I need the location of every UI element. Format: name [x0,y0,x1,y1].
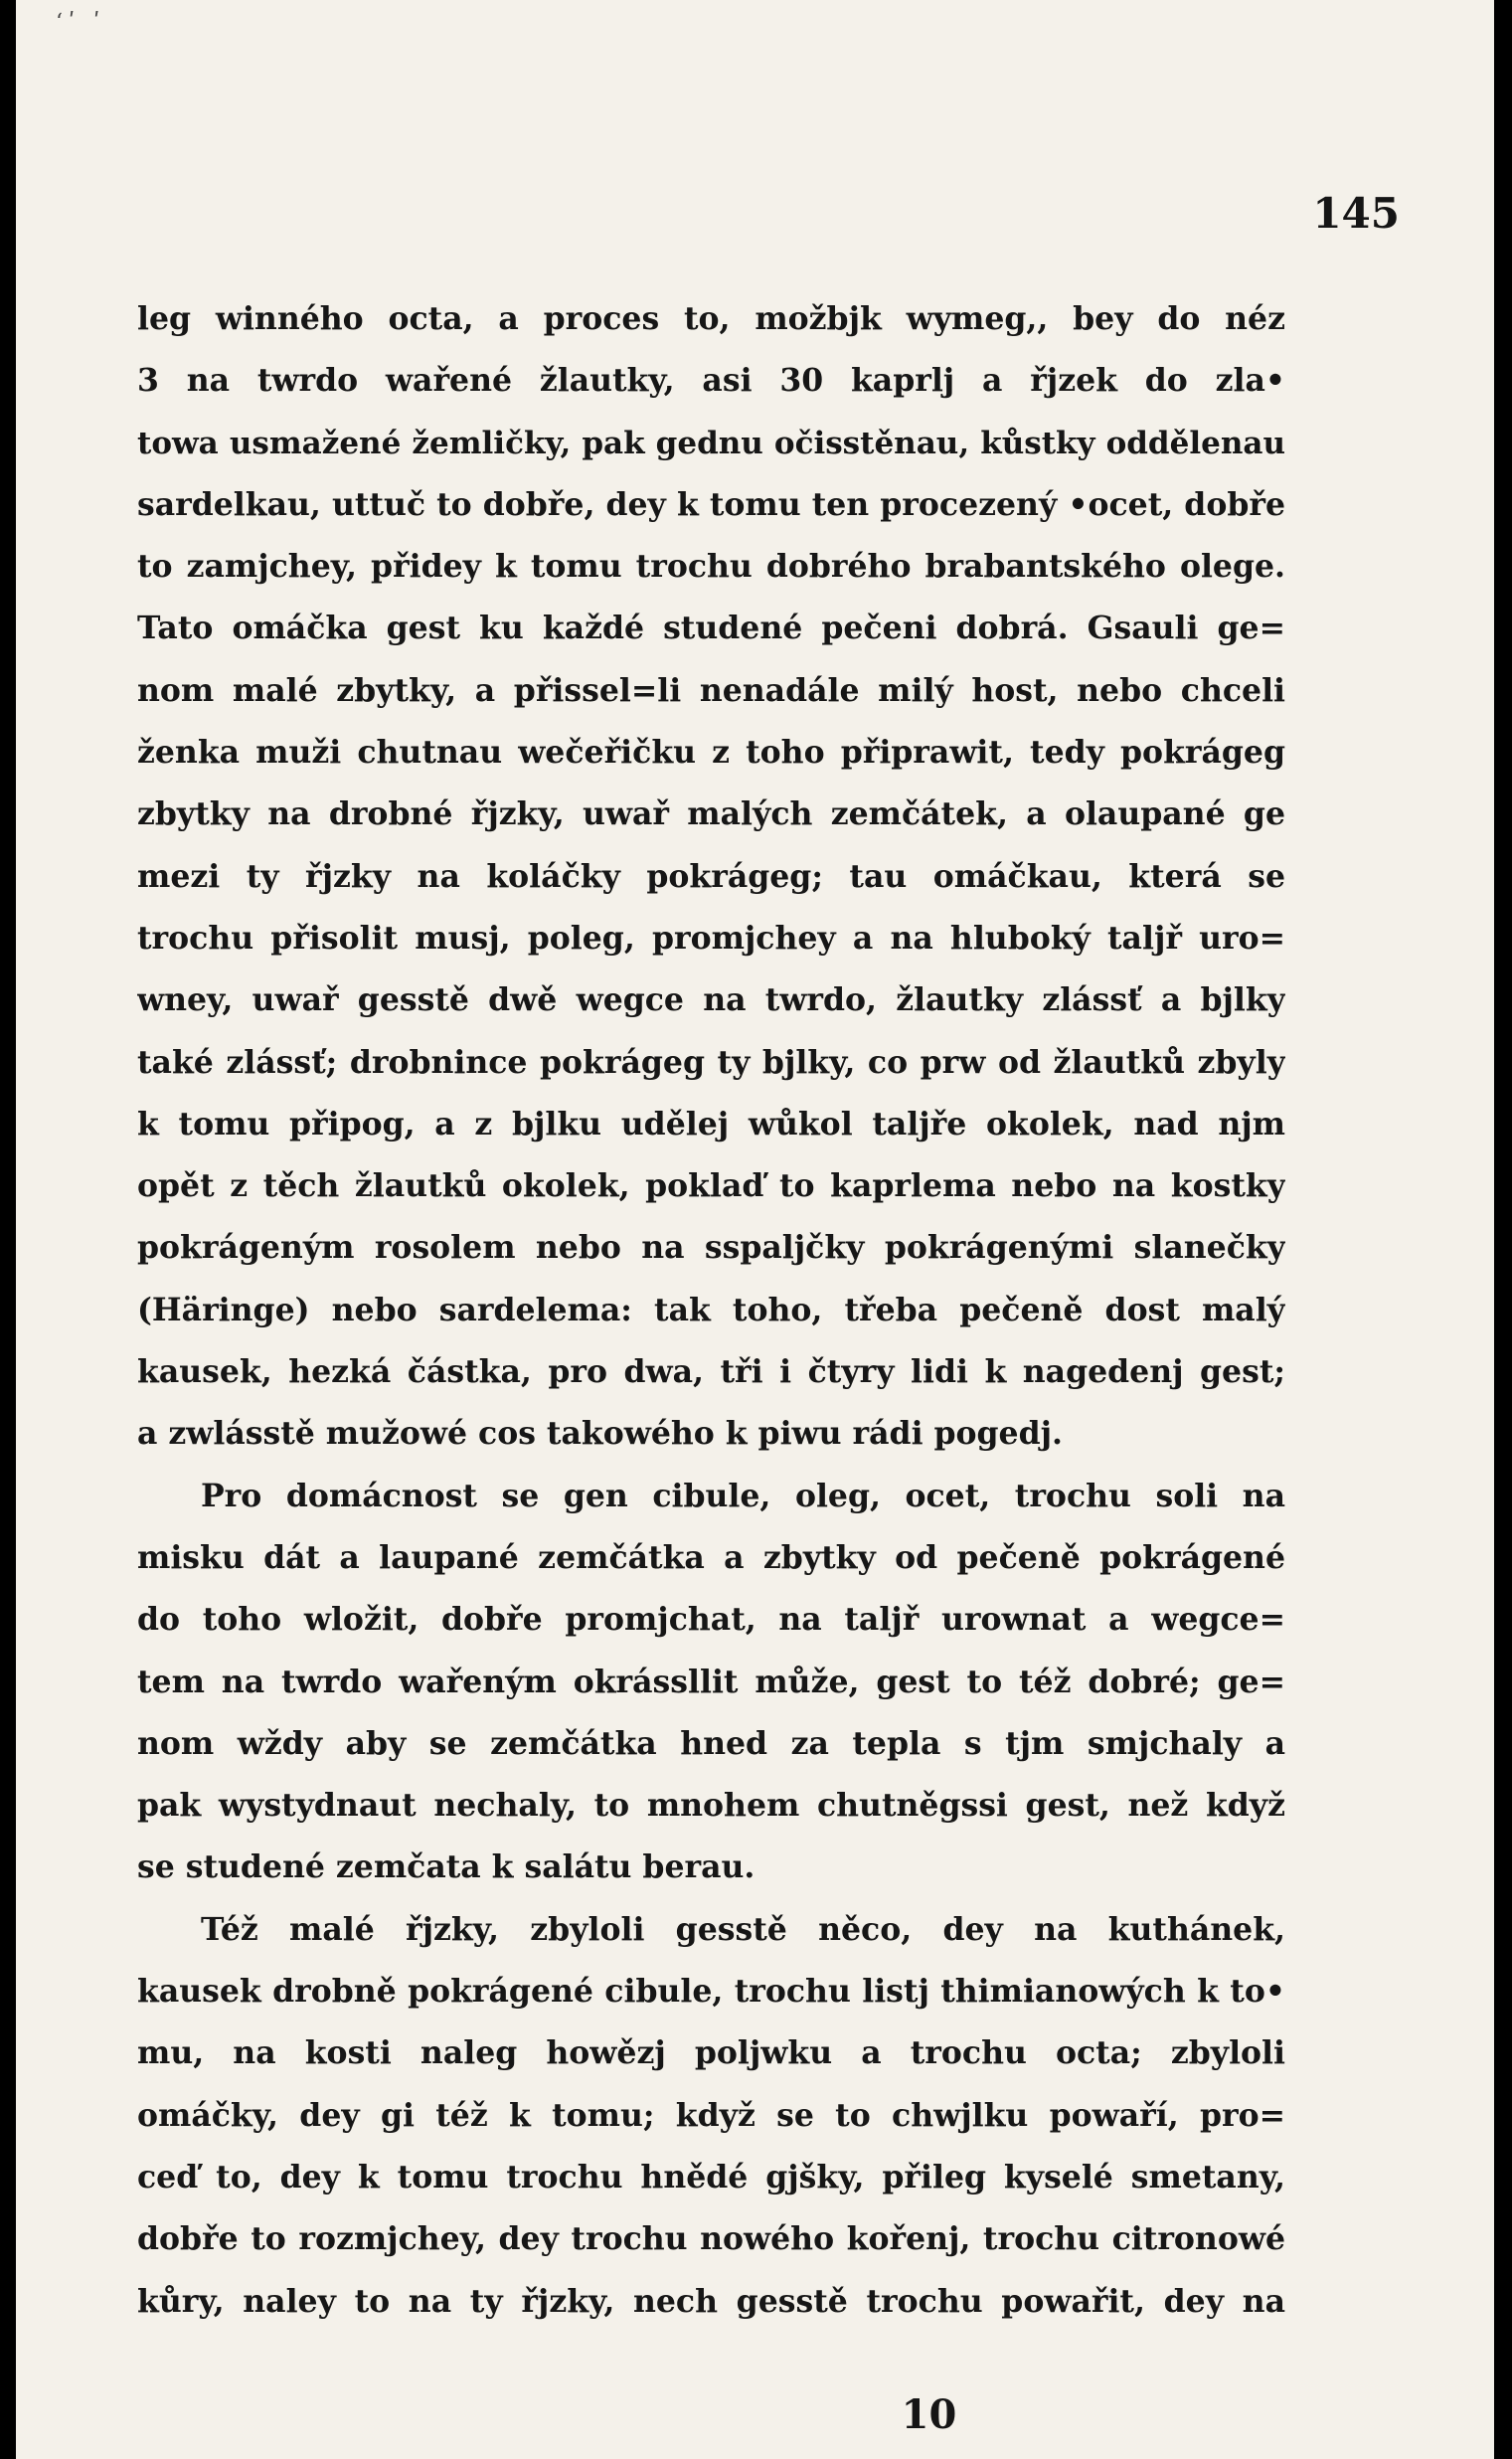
text-line: do toho wložit, dobře promjchat, na taljř urownat a wegce= [137,1601,1285,1639]
text-line: towa usmažené žemličky, pak gednu očisstěnau, kůstky oddělenau [137,425,1285,461]
text-line: (Häringe) nebo sardelema: tak toho, třeba pečeně dost malý [137,1291,1285,1328]
text-line: mezi ty řjzky na koláčky pokrágeg; tau omáčkau, která se [137,857,1285,895]
text-line: sardelkau, uttuč to dobře, dey k tomu ten procezený •ocet, dobře [137,485,1285,523]
text-line: a zwlásstě mužowé cos takowého k piwu rádi pogedj. [137,1415,1063,1453]
text-line: misku dát a laupané zemčátka a zbytky od pečeně pokrágené [137,1538,1285,1576]
text-line: také zlássť; drobnince pokrágeg ty bjlky, co prw od žlautků zbyly [137,1043,1285,1081]
text-line: to zamjchey, přidey k tomu trochu dobrého brabantského olege. [137,548,1285,586]
text-line: Pro domácnost se gen cibule, oleg, ocet, trochu soli na [201,1477,1285,1514]
text-line: kausek, hezká částka, pro dwa, tři i čtyry lidi k nagedenj gest; [137,1353,1285,1391]
text-line: leg winného octa, a proces to, možbjk wymeg,, bey do néz [137,300,1285,337]
text-line: ženka muži chutnau wečeřičku z toho připrawit, tedy pokrágeg [137,734,1285,772]
text-line: ceď to, dey k tomu trochu hnědé gjšky, přileg kyselé smetany, [137,2158,1285,2196]
text-line: kausek drobně pokrágené cibule, trochu listj thimianowých k to• [137,1973,1285,2011]
body-text [137,288,1285,2333]
text-line: se studené zemčata k salátu berau. [137,1848,756,1886]
text-line: nom wždy aby se zemčátka hned za tepla s tjm smjchaly a [137,1724,1285,1762]
text-line: Tato omáčka gest ku každé studené pečeni dobrá. Gsauli ge= [137,610,1285,647]
text-line: pokrágeným rosolem nebo na sspaljčky pokrágenými slanečky [137,1229,1285,1267]
text-line: k tomu připog, a z bjlku udělej wůkol taljře okolek, nad njm [137,1105,1285,1142]
page-number: 145 [1312,189,1400,238]
text-line: trochu přisolit musj, poleg, promjchey a na hluboký taljř uro= [137,919,1285,957]
text-line: pak wystydnaut nechaly, to mnohem chutněgssi gest, než když [137,1787,1285,1825]
text-line: tem na twrdo wařeným okrássllit může, gest to též dobré; ge= [137,1663,1285,1700]
text-line: dobře to rozmjchey, dey trochu nowého kořenj, trochu citronowé [137,2220,1285,2258]
text-line: opět z těch žlautků okolek, poklaď to kaprlema nebo na kostky [137,1167,1285,1205]
text-line: zbytky na drobné řjzky, uwař malých zemčátek, a olaupané ge [137,795,1285,833]
signature-mark: 10 [901,2391,957,2438]
text-line: omáčky, dey gi též k tomu; když se to chwjlku powaří, pro= [137,2096,1285,2134]
text-line: nom malé zbytky, a přissel=li nenadále milý host, nebo chceli [137,671,1285,709]
text-line: 3 na twrdo wařené žlautky, asi 30 kaprlj a řjzek do zla• [137,362,1285,400]
book-page [16,0,1494,2459]
text-line: wney, uwař gesstě dwě wegce na twrdo, žlautky zlássť a bjlky [137,981,1285,1019]
text-line: kůry, naley to na ty řjzky, nech gesstě trochu powařit, dey na [137,2282,1285,2320]
gutter-mark: ʻʹ ʹ [56,10,106,35]
text-line: mu, na kosti naleg howězj poljwku a trochu octa; zbyloli [137,2034,1285,2072]
text-line: Též malé řjzky, zbyloli gesstě něco, dey na kuthánek, [201,1910,1285,1948]
